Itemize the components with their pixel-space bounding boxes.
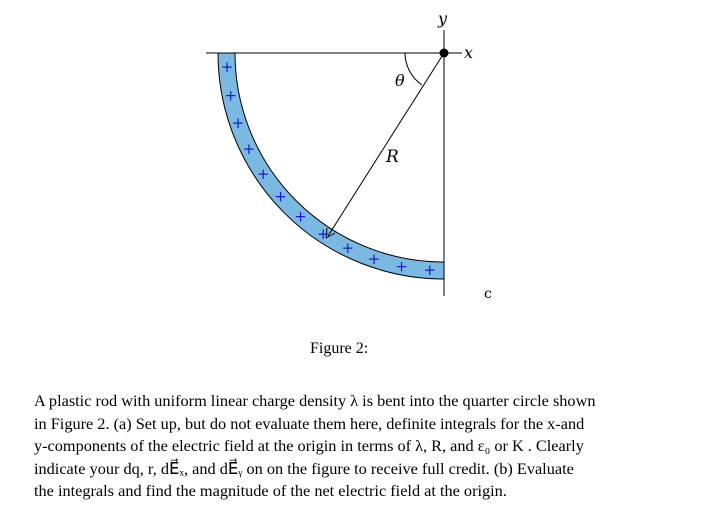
radius-label: R: [386, 147, 399, 167]
plus-charge: +: [256, 164, 270, 183]
plus-charge: +: [294, 207, 307, 226]
theta-label: θ: [395, 71, 405, 90]
plus-charge: +: [274, 187, 287, 206]
x-axis-label: x: [464, 43, 474, 62]
plus-charge: +: [341, 239, 355, 258]
problem-line-5: the integrals and find the magnitude of the net electric field at the origin.: [34, 481, 507, 500]
plus-charge: +: [242, 140, 256, 159]
theta-arc: [405, 53, 422, 85]
problem-line-2: in Figure 2. (a) Set up, but do not evaluate them here, definite integrals for the x-and: [34, 413, 585, 433]
corner-label: c: [484, 286, 492, 302]
plus-charge: +: [231, 113, 245, 132]
plus-charge: +: [367, 250, 381, 268]
plus-charge: +: [423, 261, 437, 279]
problem-line-1: A plastic rod with uniform linear charge density λ is bent into the quarter circle shown: [34, 391, 596, 410]
problem-line-3: y-components of the electric field at the origin in terms of λ, R, and ε₀ or K . Clearly: [34, 436, 584, 455]
problem-line-4: indicate your dq, r, dE⃗ₓ, and dE⃗ᵧ on on the figure to receive full credit. (b) Evaluate: [34, 458, 574, 478]
plus-charge: +: [224, 86, 237, 105]
problem-text: [34, 390, 710, 503]
plus-charge: +: [220, 58, 234, 77]
plus-charge: +: [395, 257, 408, 276]
charged-rod: [218, 53, 444, 279]
plus-charge: +: [316, 224, 330, 243]
figure-caption: Figure 2:: [310, 340, 369, 357]
radius-arrow: [328, 53, 444, 236]
y-axis-label: y: [438, 9, 448, 28]
